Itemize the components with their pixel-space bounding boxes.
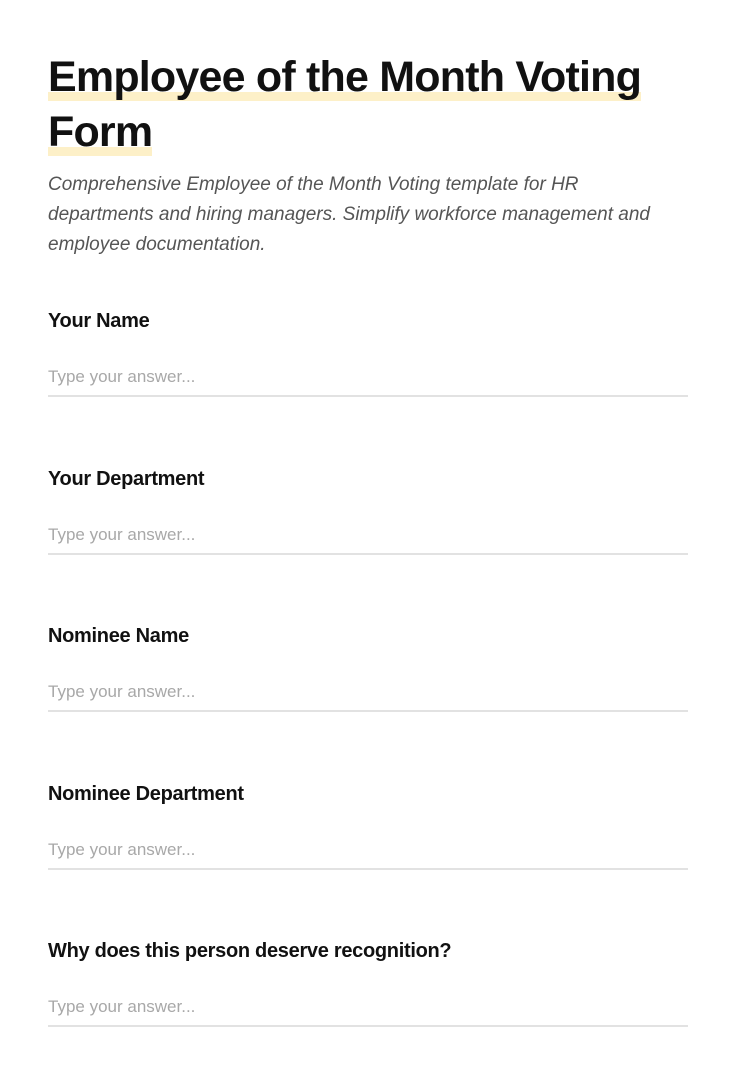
field-label: Nominee Department <box>48 783 244 805</box>
field-label: Your Department <box>48 468 205 490</box>
field-recognition-reason <box>48 939 688 1079</box>
nominee-department-input[interactable] <box>48 832 688 870</box>
recognition-reason-input[interactable] <box>48 989 688 1027</box>
field-label: Why does this person deserve recognition? <box>48 940 452 962</box>
field-label: Nominee Name <box>48 625 189 647</box>
field-your-department <box>48 467 688 607</box>
field-nominee-department <box>48 782 688 922</box>
form-description: Comprehensive Employee of the Month Voting template for HR departments and hiring managers. Simplify workforce management and employee documentation. <box>48 174 650 255</box>
field-nominee-name <box>48 624 688 764</box>
field-your-name <box>48 309 688 449</box>
nominee-name-input[interactable] <box>48 674 688 712</box>
field-label: Your Name <box>48 310 150 332</box>
your-name-input[interactable] <box>48 359 688 397</box>
form-title: Employee of the Month Voting Form <box>48 53 642 156</box>
your-department-input[interactable] <box>48 517 688 555</box>
